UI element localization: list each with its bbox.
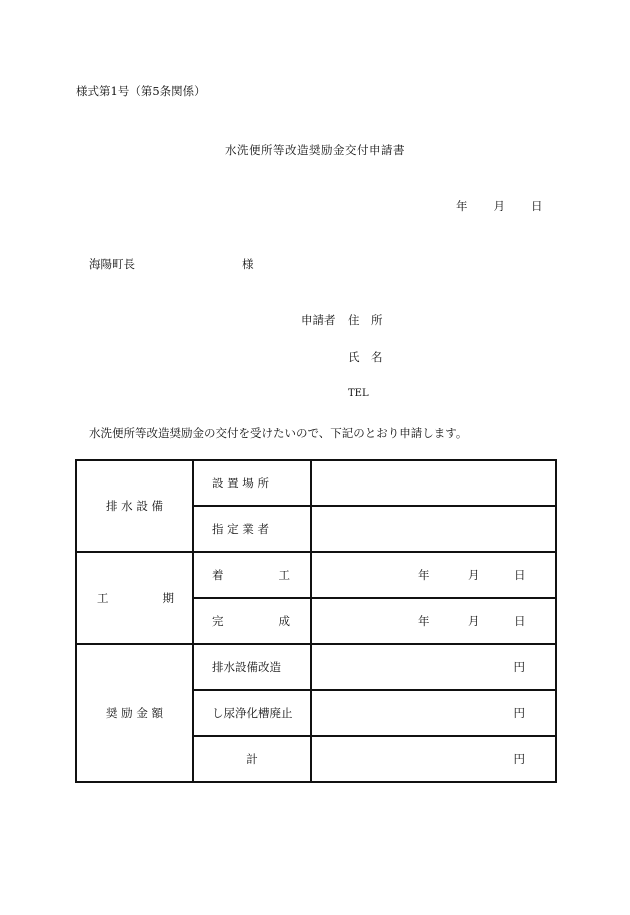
grant-amount-category: 奨 励 金 額: [76, 644, 193, 782]
table-row: [76, 460, 556, 506]
applicant-address-label: 住 所: [348, 313, 383, 327]
total-amount-field[interactable]: [311, 736, 556, 782]
application-statement: 水洗便所等改造奨励金の交付を受けたいので、下記のとおり申請します。: [89, 426, 468, 440]
yen-unit: 円: [513, 660, 525, 674]
drainage-renovation-label: 排水設備改造: [193, 644, 311, 690]
document-title: 水洗便所等改造奨励金交付申請書: [225, 143, 405, 157]
applicant-name-label: 氏 名: [348, 350, 383, 364]
date-year: 年: [456, 199, 468, 213]
yen-unit: 円: [513, 752, 525, 766]
addressee: [89, 256, 254, 272]
construction-start-label: [193, 552, 311, 598]
installation-location-field[interactable]: [311, 460, 556, 506]
start-day: 日: [514, 568, 526, 582]
designated-contractor-label: 指 定 業 者: [193, 506, 311, 552]
end-label-right: 成: [278, 614, 290, 628]
period-label-left: 工: [97, 591, 109, 605]
drainage-renovation-amount-field[interactable]: [311, 644, 556, 690]
construction-start-date-field[interactable]: [311, 552, 556, 598]
addressee-name: 海陽町長: [89, 257, 135, 271]
start-label-right: 工: [278, 568, 290, 582]
form-number: 様式第1号（第5条関係）: [76, 84, 206, 98]
table-row: [76, 552, 556, 598]
start-month: 月: [468, 568, 480, 582]
yen-unit: 円: [513, 706, 525, 720]
table-row: [76, 644, 556, 690]
septic-tank-abolition-amount-field[interactable]: [311, 690, 556, 736]
addressee-honorific: 様: [242, 257, 254, 271]
construction-end-label: [193, 598, 311, 644]
installation-location-label: 設 置 場 所: [193, 460, 311, 506]
end-label-left: 完: [212, 614, 224, 628]
application-date: [456, 198, 543, 214]
applicant-tel-label: TEL: [348, 388, 369, 399]
application-table: [75, 459, 557, 783]
period-label-right: 期: [162, 591, 174, 605]
end-day: 日: [514, 614, 526, 628]
start-year: 年: [418, 568, 430, 582]
septic-tank-abolition-label: し尿浄化槽廃止: [193, 690, 311, 736]
construction-period-category: [76, 552, 193, 644]
applicant-label: 申請者: [301, 313, 336, 327]
start-label-left: 着: [212, 568, 224, 582]
drainage-category: 排 水 設 備: [76, 460, 193, 552]
total-label: 計: [193, 736, 311, 782]
designated-contractor-field[interactable]: [311, 506, 556, 552]
end-month: 月: [468, 614, 480, 628]
end-year: 年: [418, 614, 430, 628]
construction-end-date-field[interactable]: [311, 598, 556, 644]
date-day: 日: [531, 199, 543, 213]
date-month: 月: [493, 199, 505, 213]
